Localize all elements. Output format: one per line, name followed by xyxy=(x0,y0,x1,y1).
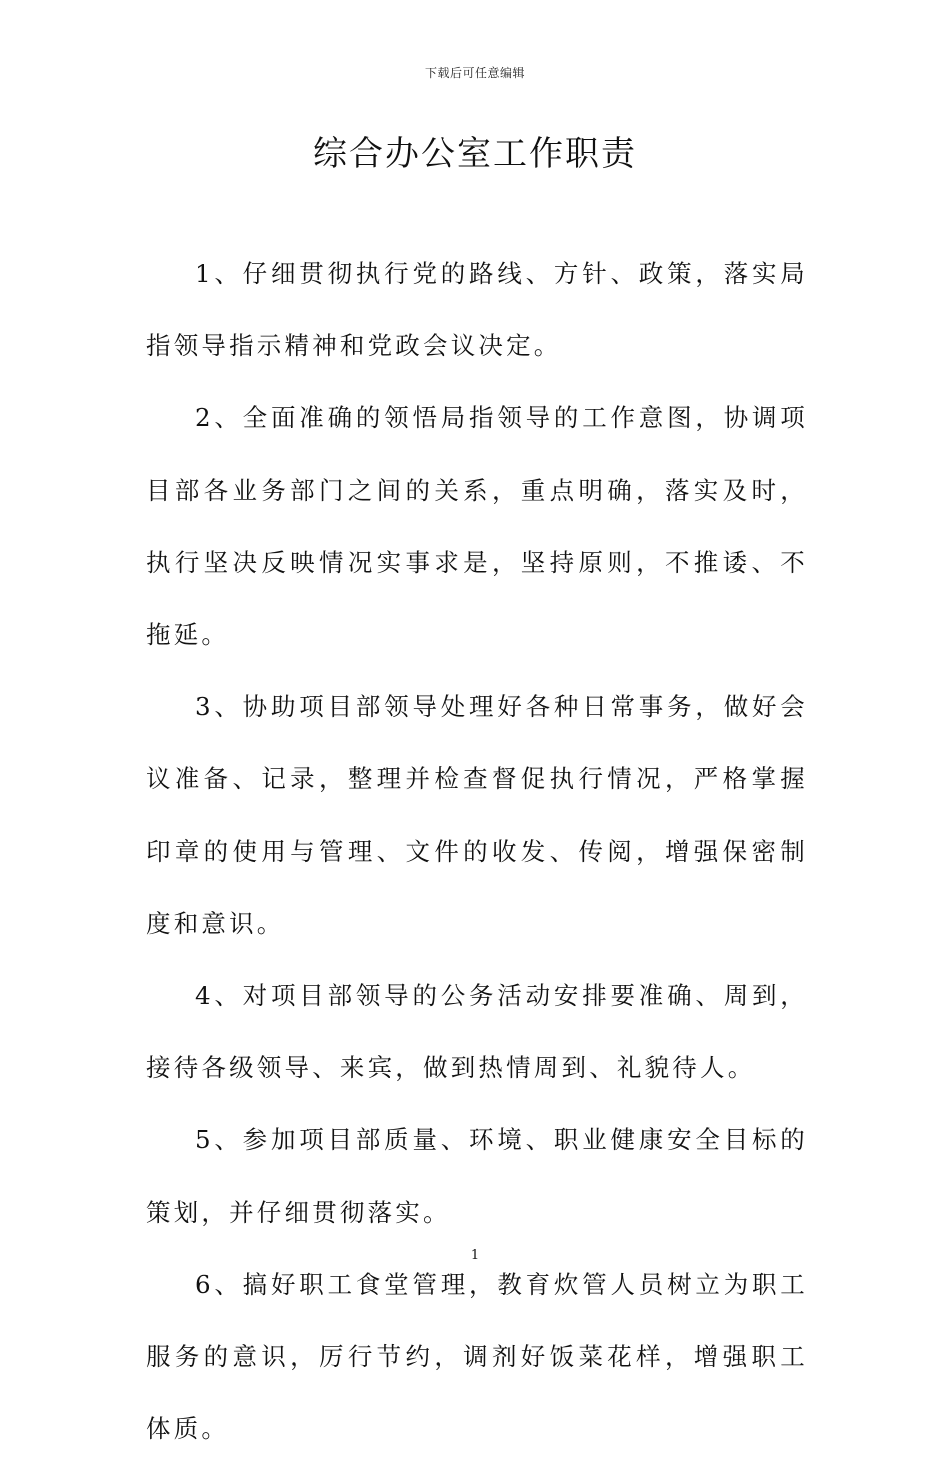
document-title: 综合办公室工作职责 xyxy=(313,134,637,174)
paragraph-5: 5、参加项目部质量、环境、职业健康安全目标的策划，并仔细贯彻落实。 xyxy=(146,1125,808,1227)
document-body xyxy=(146,238,808,1465)
paragraph-4: 4、对项目部领导的公务活动安排要准确、周到，接待各级领导、来宾，做到热情周到、礼貌待人。 xyxy=(146,981,808,1083)
paragraph-2: 2、全面准确的领悟局指领导的工作意图，协调项目部各业务部门之间的关系，重点明确，落实及时，执行坚决反映情况实事求是，坚持原则，不推诿、不拖延。 xyxy=(146,403,808,650)
paragraph-1: 1、仔细贯彻执行党的路线、方针、政策，落实局指领导指示精神和党政会议决定。 xyxy=(146,259,808,361)
paragraph-6: 6、搞好职工食堂管理，教育炊管人员树立为职工服务的意识，厉行节约，调剂好饭菜花样，增强职工体质。 xyxy=(146,1269,808,1444)
header-note: 下载后可任意编辑 xyxy=(424,66,525,80)
paragraph-3: 3、协助项目部领导处理好各种日常事务，做好会议准备、记录，整理并检查督促执行情况，严格掌握印章的使用与管理、文件的收发、传阅，增强保密制度和意识。 xyxy=(146,692,808,938)
page-number: 1 xyxy=(470,1248,480,1263)
